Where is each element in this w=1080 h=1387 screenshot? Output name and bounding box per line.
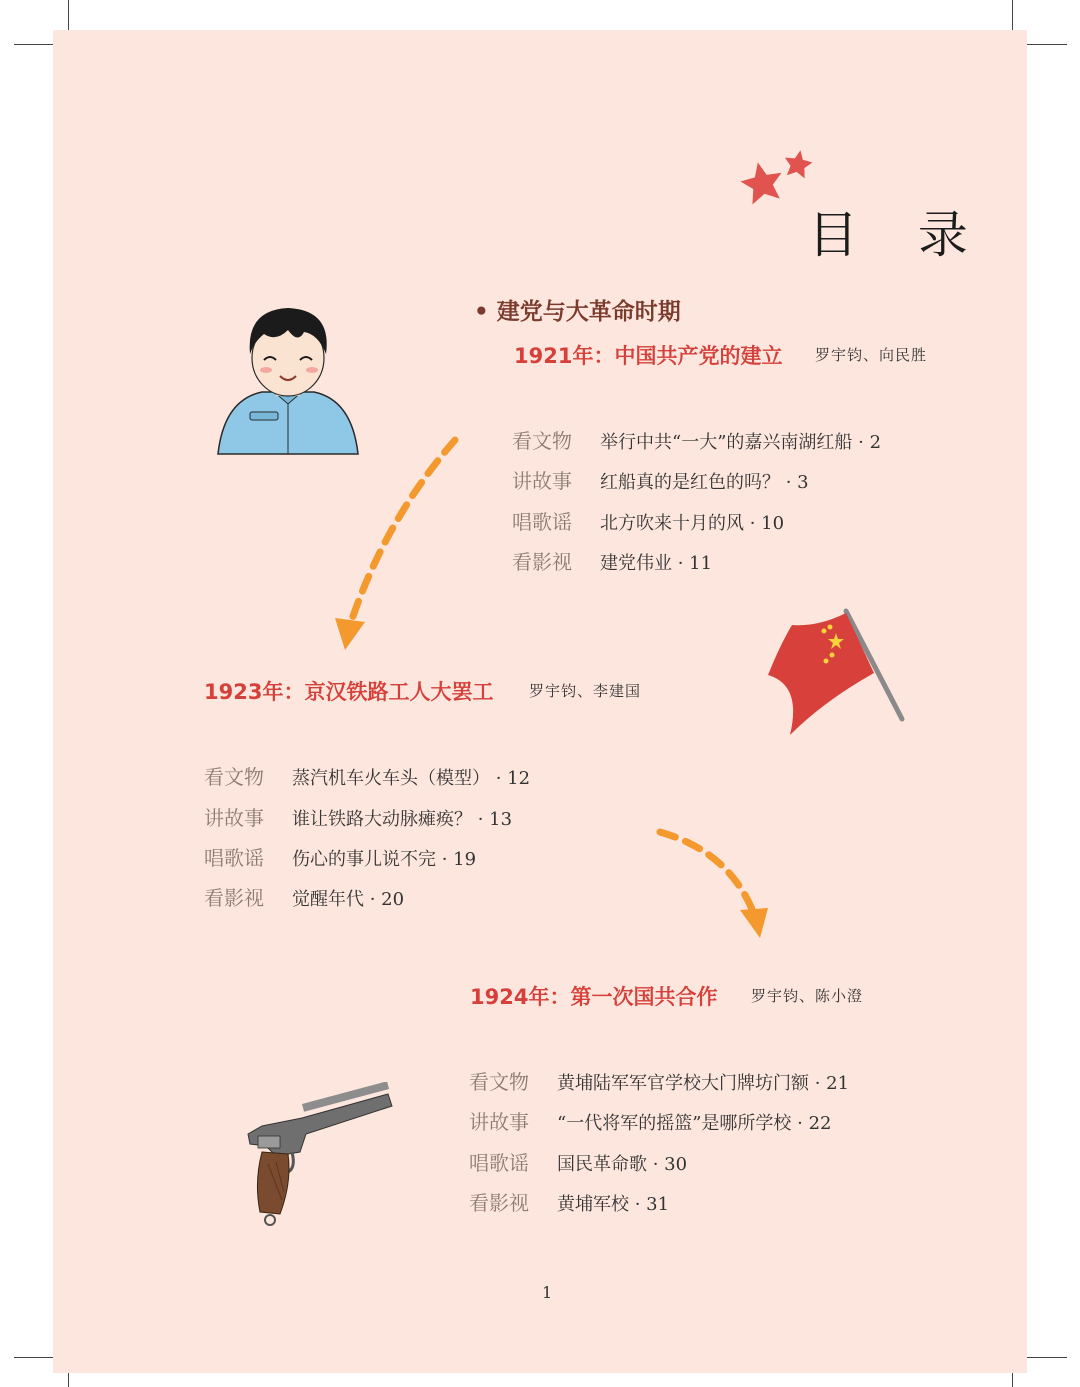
- crop-mark: [14, 44, 54, 45]
- entry-text: “一代将军的摇篮”是哪所学校 · 22: [557, 1113, 832, 1134]
- entry-text: 觉醒年代 · 20: [292, 889, 405, 910]
- entry-category: 讲故事: [204, 806, 264, 830]
- entry-category: 讲故事: [469, 1110, 529, 1134]
- entry-text: 伤心的事儿说不完 · 19: [292, 849, 477, 870]
- crop-mark: [1027, 1357, 1067, 1358]
- entry-text: 国民革命歌 · 30: [557, 1154, 688, 1175]
- crop-mark: [1027, 44, 1067, 45]
- red-flag-icon: [762, 605, 910, 740]
- entry-category: 看文物: [512, 429, 572, 453]
- curved-arrow-icon: [650, 820, 775, 945]
- entry-text: 红船真的是红色的吗？ · 3: [600, 472, 809, 493]
- page-number: 1: [542, 1283, 553, 1302]
- entry-text: 谁让铁路大动脉瘫痪？ · 13: [292, 809, 513, 830]
- entry-text: 蒸汽机车火车头（模型） · 12: [292, 768, 531, 789]
- mauser-pistol-icon: [240, 1082, 398, 1227]
- entry-text: 北方吹来十月的风 · 10: [600, 513, 785, 534]
- toc-entry[interactable]: [469, 1187, 669, 1217]
- toc-entry[interactable]: [204, 802, 512, 832]
- entry-category: 唱歌谣: [469, 1151, 529, 1175]
- entry-category: 看影视: [512, 550, 572, 574]
- entry-category: 看影视: [469, 1191, 529, 1215]
- entry-category: 讲故事: [512, 469, 572, 493]
- toc-entry[interactable]: [469, 1066, 849, 1096]
- section-authors: 罗宇钧、李建国: [529, 682, 642, 700]
- section-authors: 罗宇钧、向民胜: [815, 346, 928, 364]
- toc-entry[interactable]: [512, 465, 809, 495]
- crop-mark: [14, 1357, 54, 1358]
- toc-entry[interactable]: [512, 546, 712, 576]
- entry-text: 建党伟业 · 11: [600, 553, 713, 574]
- curved-arrow-icon: [325, 430, 470, 655]
- section-title: 1923年：京汉铁路工人大罢工: [204, 680, 494, 704]
- toc-entry[interactable]: [512, 506, 784, 536]
- toc-entry[interactable]: [204, 761, 530, 791]
- entry-category: 唱歌谣: [512, 510, 572, 534]
- section-authors: 罗宇钧、陈小澄: [751, 987, 864, 1005]
- toc-entry[interactable]: [469, 1147, 687, 1177]
- toc-entry[interactable]: [204, 882, 404, 912]
- section-title: 1921年：中国共产党的建立: [514, 344, 783, 368]
- star-decoration-icon: [735, 148, 817, 218]
- section-title: 1924年：第一次国共合作: [470, 985, 718, 1009]
- entry-category: 看文物: [204, 765, 264, 789]
- entry-category: 看文物: [469, 1070, 529, 1094]
- entry-category: 唱歌谣: [204, 846, 264, 870]
- period-heading: • 建党与大革命时期: [474, 299, 681, 325]
- entry-text: 黄埔陆军军官学校大门牌坊门额 · 21: [557, 1073, 850, 1094]
- entry-text: 举行中共“一大”的嘉兴南湖红船 · 2: [600, 432, 882, 453]
- toc-entry[interactable]: [204, 842, 476, 872]
- toc-entry[interactable]: [512, 425, 881, 455]
- entry-category: 看影视: [204, 886, 264, 910]
- page-title: 目 录: [808, 206, 990, 264]
- toc-entry[interactable]: [469, 1106, 831, 1136]
- entry-text: 黄埔军校 · 31: [557, 1194, 670, 1215]
